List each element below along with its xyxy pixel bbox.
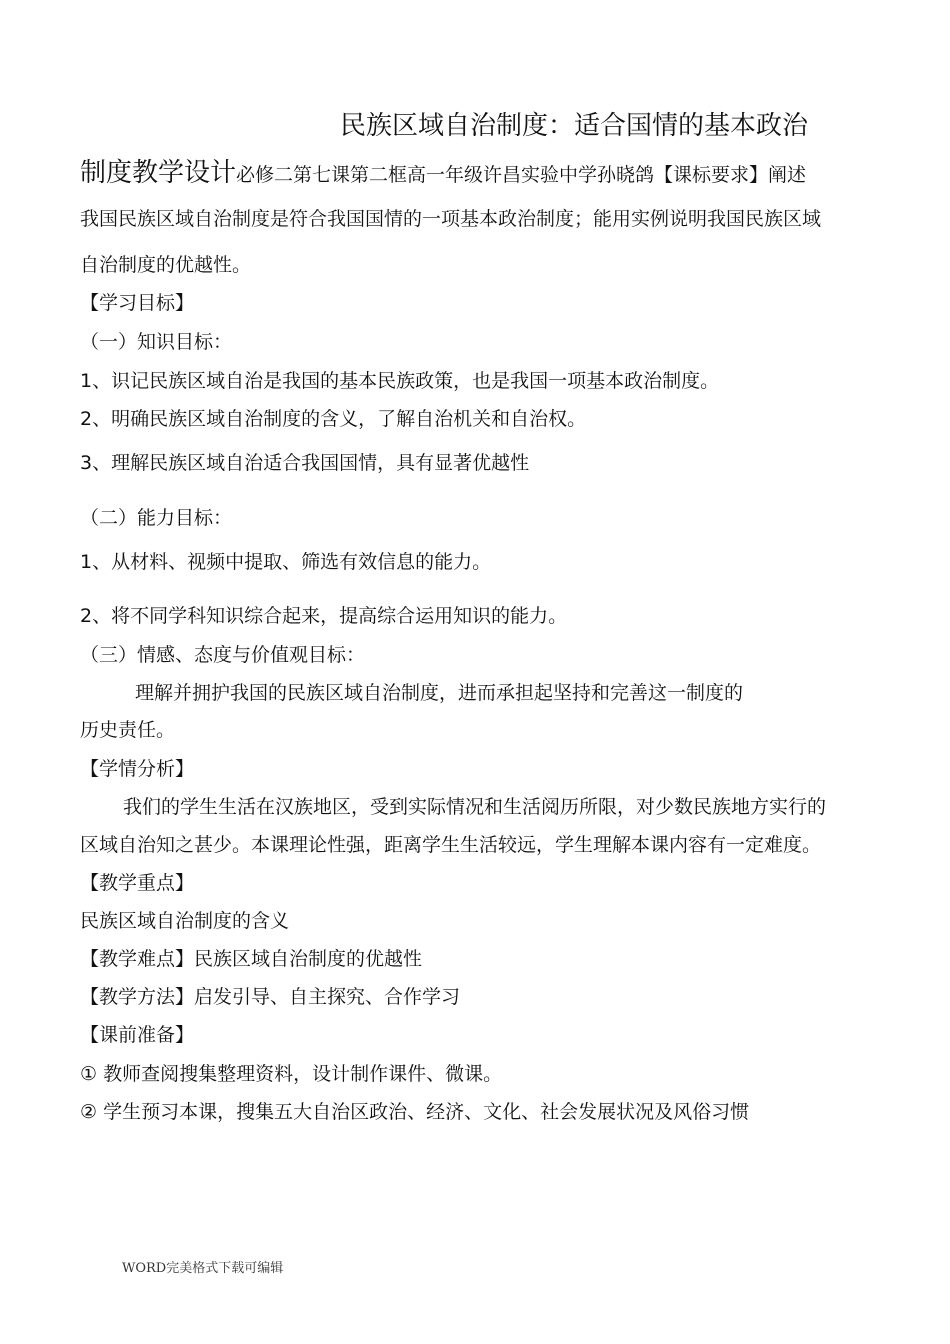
emotion-heading: （三）情感、态度与价值观目标： (80, 644, 366, 666)
key-text: 民族区域自治制度的含义 (80, 910, 290, 932)
analysis-heading: 【学情分析】 (80, 758, 195, 780)
knowledge-item-1: 1、识记民族区域自治是我国的基本民族政策，也是我国一项基本政治制度。 (80, 370, 720, 392)
key-heading: 【教学重点】 (80, 872, 195, 894)
method-line: 【教学方法】启发引导、自主探究、合作学习 (80, 986, 461, 1008)
ability-item-1: 1、从材料、视频中提取、筛选有效信息的能力。 (80, 551, 492, 573)
emotion-line-2: 历史责任。 (80, 719, 176, 741)
title-line-2-tail: 必修二第七课第二框高一年级许昌实验中学孙晓鸽【课标要求】阐述 (236, 164, 807, 186)
title-line-2-main: 制度教学设计 (80, 158, 237, 188)
difficulty-line: 【教学难点】民族区域自治制度的优越性 (80, 948, 423, 970)
ability-heading: （二）能力目标： (80, 507, 233, 529)
knowledge-item-2: 2、明确民族区域自治制度的含义，了解自治机关和自治权。 (80, 408, 587, 430)
prep-item-2: ② 学生预习本课，搜集五大自治区政治、经济、文化、社会发展状况及风俗习惯 (80, 1101, 750, 1123)
goals-heading: 【学习目标】 (80, 292, 195, 314)
analysis-line-1: 我们的学生生活在汉族地区，受到实际情况和生活阅历所限，对少数民族地方实行的 (123, 796, 827, 818)
analysis-line-2: 区域自治知之甚少。本课理论性强，距离学生生活较远，学生理解本课内容有一定难度。 (80, 834, 822, 856)
footer-text: WORD完美格式下载可编辑 (122, 1261, 284, 1276)
knowledge-heading: （一）知识目标： (80, 331, 233, 353)
standard-line-3: 自治制度的优越性。 (80, 254, 252, 276)
emotion-line-1: 理解并拥护我国的民族区域自治制度，进而承担起坚持和完善这一制度的 (135, 682, 744, 704)
title-line-2 (80, 157, 806, 191)
standard-line-2: 我国民族区域自治制度是符合我国国情的一项基本政治制度；能用实例说明我国民族区域 (80, 208, 822, 230)
prep-item-1: ① 教师查阅搜集整理资料，设计制作课件、微课。 (80, 1063, 503, 1085)
knowledge-item-3: 3、理解民族区域自治适合我国国情，具有显著优越性 (80, 452, 530, 474)
prep-heading: 【课前准备】 (80, 1024, 195, 1046)
ability-item-2: 2、将不同学科知识综合起来，提高综合运用知识的能力。 (80, 605, 568, 627)
title-line-1: 民族区域自治制度：适合国情的基本政治 (340, 111, 809, 141)
